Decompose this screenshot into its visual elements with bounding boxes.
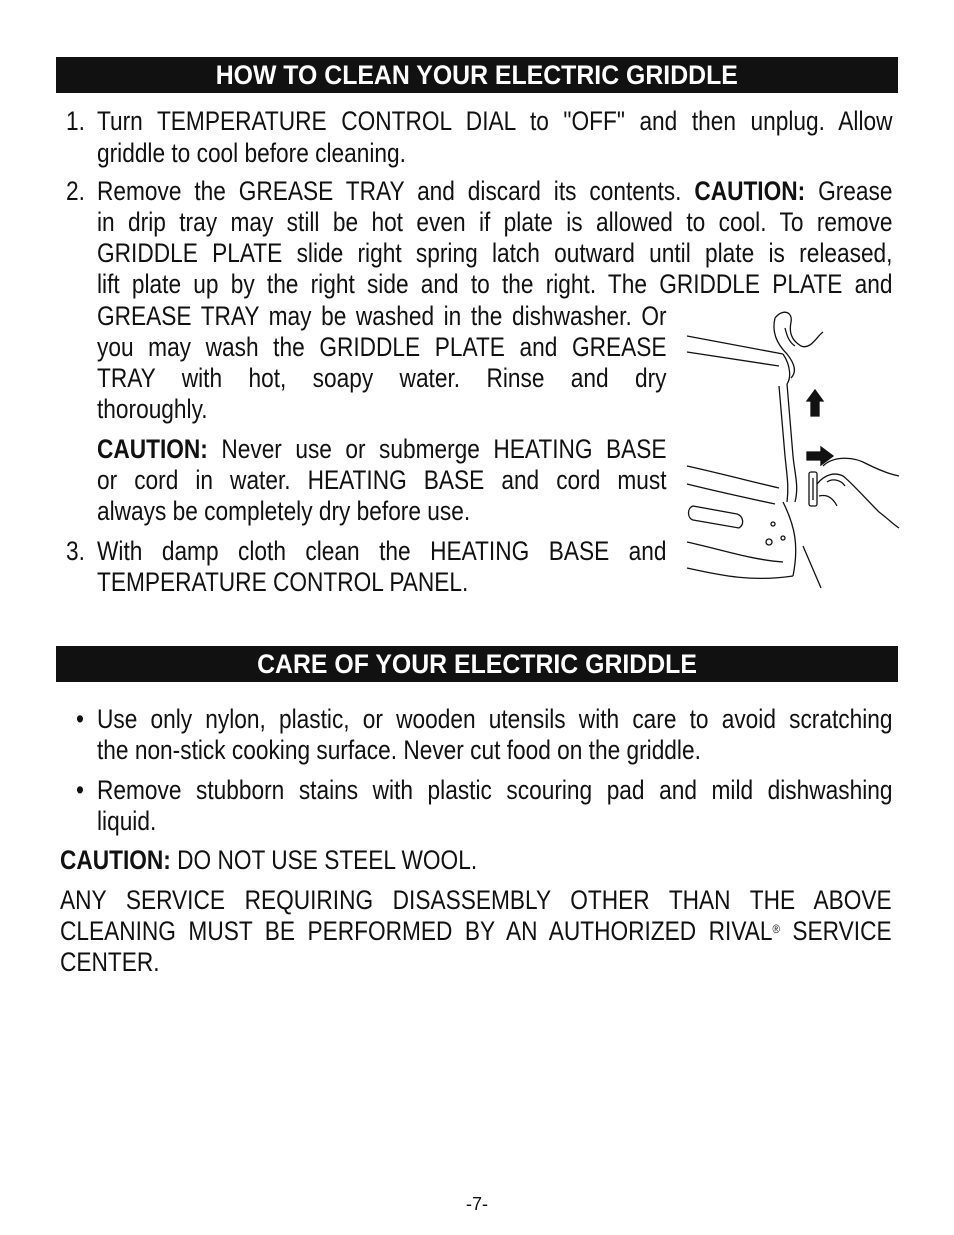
step-2-line-4: lift plate up by the right side and to the right. The GRIDDLE PLATE and <box>97 269 893 299</box>
section-heading-clean: HOW TO CLEAN YOUR ELECTRIC GRIDDLE <box>56 57 898 93</box>
caution-label: CAUTION: <box>97 434 208 464</box>
step-2-line-7: TRAY with hot, soapy water. Rinse and dry <box>97 363 667 393</box>
step-number-3: 3. <box>66 536 85 566</box>
arrow-up-icon <box>807 390 823 416</box>
step-2-line-3: GRIDDLE PLATE slide right spring latch outward until plate is released, <box>97 238 893 268</box>
plate-top-edge <box>687 336 783 354</box>
step-2-caution-line-2: or cord in water. HEATING BASE and cord must <box>97 465 667 495</box>
bullet-1-line-1: Use only nylon, plastic, or wooden utensils with care to avoid scratching <box>97 704 893 734</box>
step-3-line-1: With damp cloth clean the HEATING BASE and <box>97 536 667 566</box>
step-2-line-2: in drip tray may still be hot even if plate is allowed to cool. To remove <box>97 207 893 237</box>
service-line-2: CLEANING MUST BE PERFORMED BY AN AUTHORIZED RIVAL® SERVICE <box>60 916 892 946</box>
base-handle-slot <box>689 506 743 528</box>
caution-label: CAUTION: <box>694 176 806 206</box>
step-2-caution-line-1: CAUTION: Never use or submerge HEATING BASE <box>97 434 667 464</box>
step-2-line-8: thoroughly. <box>97 394 208 424</box>
hand-top <box>775 312 823 347</box>
step-number-1: 1. <box>66 106 85 136</box>
bullet-2-line-1: Remove stubborn stains with plastic scouring pad and mild dishwashing <box>97 775 893 805</box>
service-line-1: ANY SERVICE REQUIRING DISASSEMBLY OTHER THAN THE ABOVE <box>60 885 892 915</box>
step-2-caution-line-3: always be completely dry before use. <box>97 496 471 526</box>
caution-label: CAUTION: <box>60 845 171 875</box>
step-2-line-5: GREASE TRAY may be washed in the dishwasher. Or <box>97 301 667 331</box>
step-1-line-2: griddle to cool before cleaning. <box>97 138 406 168</box>
indicator-light <box>771 522 775 526</box>
base-top <box>687 466 779 488</box>
hand-bottom <box>823 458 899 476</box>
step-3-line-2: TEMPERATURE CONTROL PANEL. <box>97 567 469 597</box>
caution-steel-wool: CAUTION: DO NOT USE STEEL WOOL. <box>60 845 478 875</box>
step-1-line-1: Turn TEMPERATURE CONTROL DIAL to "OFF" and then unplug. Allow <box>97 106 893 136</box>
bullet-2: • <box>76 775 84 805</box>
step-number-2: 2. <box>66 176 85 206</box>
registered-mark: ® <box>772 922 780 936</box>
section-heading-care: CARE OF YOUR ELECTRIC GRIDDLE <box>56 646 898 682</box>
bullet-2-line-2: liquid. <box>97 806 157 836</box>
griddle-removal-illustration <box>683 306 901 591</box>
control-knob-dot <box>766 539 772 545</box>
plate-top-edge-inner <box>687 352 779 366</box>
bullet-1: • <box>76 704 84 734</box>
service-line-3: CENTER. <box>60 947 160 977</box>
bullet-1-line-2: the non-stick cooking surface. Never cut food on the griddle. <box>97 735 701 765</box>
step-2-line-1: Remove the GREASE TRAY and discard its contents. CAUTION: Grease <box>97 176 893 206</box>
page-number: -7- <box>466 1194 488 1214</box>
step-2-line-6: you may wash the GRIDDLE PLATE and GREASE <box>97 332 667 362</box>
